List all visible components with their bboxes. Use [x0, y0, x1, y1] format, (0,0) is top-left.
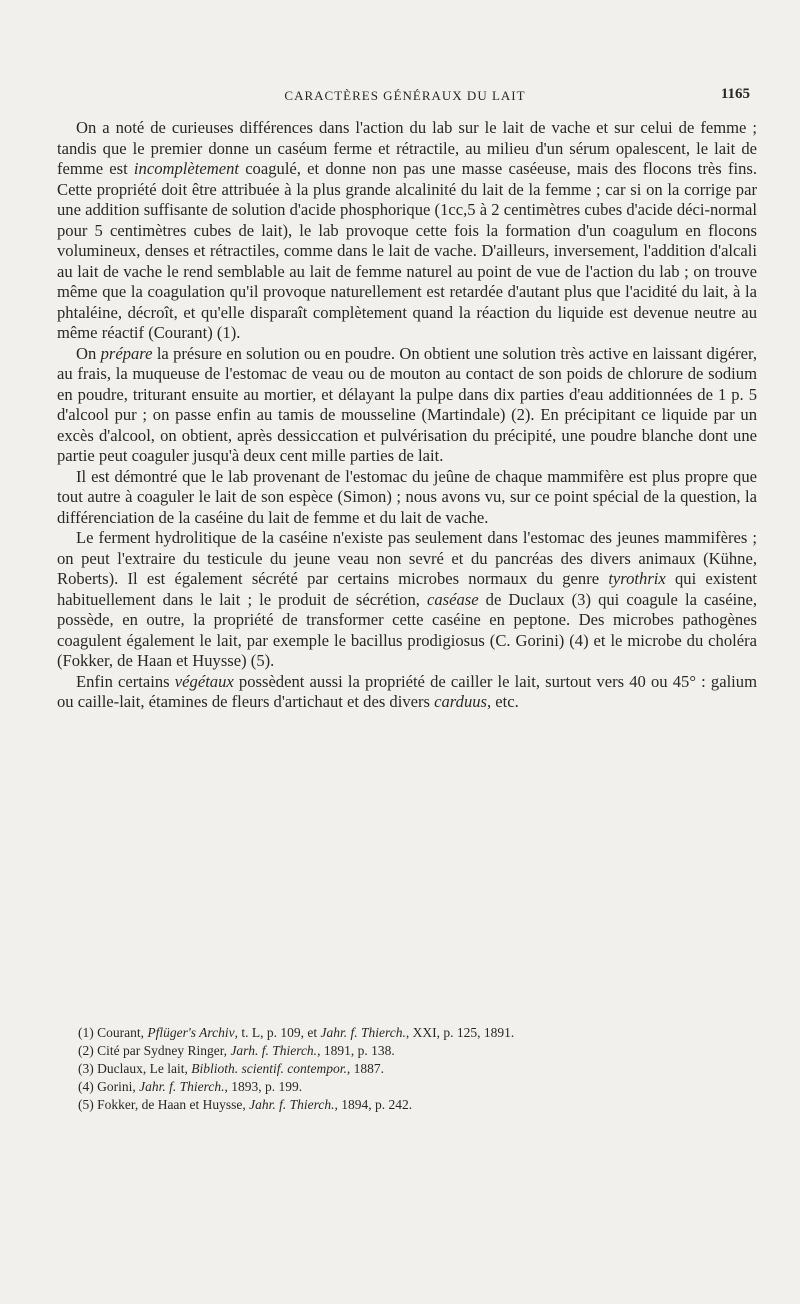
italic-text: Pflüger's Archiv — [147, 1025, 235, 1040]
text-run: Enfin certains — [76, 671, 175, 691]
text-run: , 1894, p. 242. — [334, 1097, 413, 1112]
paragraph — [57, 118, 757, 344]
text-run: Le ferment hydrolitique de la caséine n'existe pas seulement dans l'estomac des jeunes mammifères ; on peut l'extraire du testicule du jeune veau non sevré et du pancréas des divers animaux (Kühne, Roberts). Il est également sécrété par certains microbes normaux du genre — [57, 528, 757, 588]
italic-text: prépare — [100, 343, 153, 363]
text-run: de Duclaux (3) qui coagule la caséine, possède, en outre, la propriété de transformer cette caséine en peptone. Des microbes pathogènes coagulent également le lait, par exemple le bacillus prodigiosus (C. Gorini) (4) et le microbe du choléra (Fokker, de Haan et Huysse) (5). — [57, 589, 757, 670]
italic-text: Jahr. f. Thierch. — [249, 1097, 335, 1112]
body-text — [57, 118, 757, 713]
text-run: , 1893, p. 199. — [224, 1079, 303, 1094]
text-run: qui existent habituellement dans le lait ; le produit de sécrétion, — [57, 569, 757, 609]
text-run: coagulé, et donne non pas une masse caséeuse, mais des flocons très fins. Cette propriété doit être attribuée à la plus grande alcalinité du lait de la femme ; car si on la corrige par une addition suffisante de solution d'acide phosphorique (1cc,5 à 2 centimètres cubes d'acide déci-normal pour 5 centimètres cubes de lait), le lab provoque cette fois la formation d'un coagulum en flocons volumineux, denses et rétractiles, comme dans le lait de vache. D'ailleurs, inversement, l'addition d'alcali au lait de vache le rend semblable au lait de femme naturel au point de vue de l'action du lab ; on trouve même que la coagulation qu'il provoque naturellement est retardée d'autant plus que l'acidité du lait, à la phtaléine, décroît, et qu'elle disparaît complètement quand la réaction du liquide est devenue neutre au même réactif (Courant) (1). — [57, 159, 757, 342]
page-number: 1165 — [720, 86, 750, 102]
text-run: (4) Gorini, — [78, 1079, 140, 1094]
paragraph — [57, 672, 757, 713]
text-run: , XXI, p. 125, 1891. — [405, 1025, 515, 1040]
text-run: , t. L, p. 109, et — [234, 1025, 321, 1040]
text-run: On — [76, 343, 101, 363]
running-header — [60, 88, 750, 110]
italic-text: Jahr. f. Thierch. — [320, 1025, 406, 1040]
text-run: , 1891, p. 138. — [317, 1043, 395, 1058]
paragraph — [57, 528, 757, 672]
text-run: , etc. — [487, 692, 519, 711]
text-run: On a noté de curieuses différences dans l'action du lab sur le lait de vache et sur celui de femme ; tandis que le premier donne un caséum ferme et rétractile, au milieu d'un sérum opalescent, le lait de femme est — [57, 118, 757, 178]
italic-text: incomplètement — [133, 159, 239, 178]
text-run: (2) Cité par Sydney Ringer, — [78, 1043, 231, 1058]
paragraph — [57, 467, 757, 529]
text-run: (1) Courant, — [78, 1025, 148, 1040]
text-run: possèdent aussi la propriété de cailler le lait, surtout vers 40 ou 45° : galium ou caille-lait, étamines de fleurs d'artichaut et des divers — [57, 671, 757, 711]
running-title: CARACTÈRES GÉNÉRAUX DU LAIT — [284, 88, 526, 103]
text-run: , 1887. — [346, 1061, 384, 1076]
footnote — [78, 1096, 718, 1114]
paragraph — [57, 344, 757, 467]
text-run: la présure en solution ou en poudre. On obtient une solution très active en laissant digérer, au frais, la muqueuse de l'estomac de veau ou de mouton au contact de son poids de chlorure de sodium en poudre, triturant ensuite au mortier, et délayant la pulpe dans dix parties d'eau additionnées de 1 p. 5 d'alcool pur ; on passe enfin au tamis de mousseline (Martindale) (2). En précipitant ce liquide par un excès d'alcool, on obtient, après dessiccation et pulvérisation du précipité, une poudre blanche dont une partie peut coaguler jusqu'à deux cent mille parties de lait. — [57, 343, 757, 465]
italic-text: caséase — [426, 589, 479, 609]
italic-text: Jarh. f. Thierch. — [230, 1043, 318, 1058]
footnote — [78, 1042, 718, 1060]
footnote — [78, 1078, 718, 1096]
footnotes — [78, 1024, 718, 1114]
footnote — [78, 1060, 718, 1078]
text-run: (5) Fokker, de Haan et Huysse, — [78, 1097, 250, 1112]
italic-text: Biblioth. scientif. contempor. — [191, 1061, 347, 1076]
italic-text: carduus — [434, 692, 487, 711]
text-run: Il est démontré que le lab provenant de l'estomac du jeûne de chaque mammifère est plus propre que tout autre à coaguler le lait de son espèce (Simon) ; nous avons vu, sur ce point spécial de la question, la différenciation de la caséine du lait de femme et du lait de vache. — [57, 466, 757, 527]
footnote — [78, 1024, 718, 1042]
italic-text: Jahr. f. Thierch. — [139, 1079, 225, 1094]
italic-text: végétaux — [174, 671, 234, 691]
italic-text: tyrothrix — [608, 569, 666, 588]
text-run: (3) Duclaux, Le lait, — [78, 1061, 192, 1076]
